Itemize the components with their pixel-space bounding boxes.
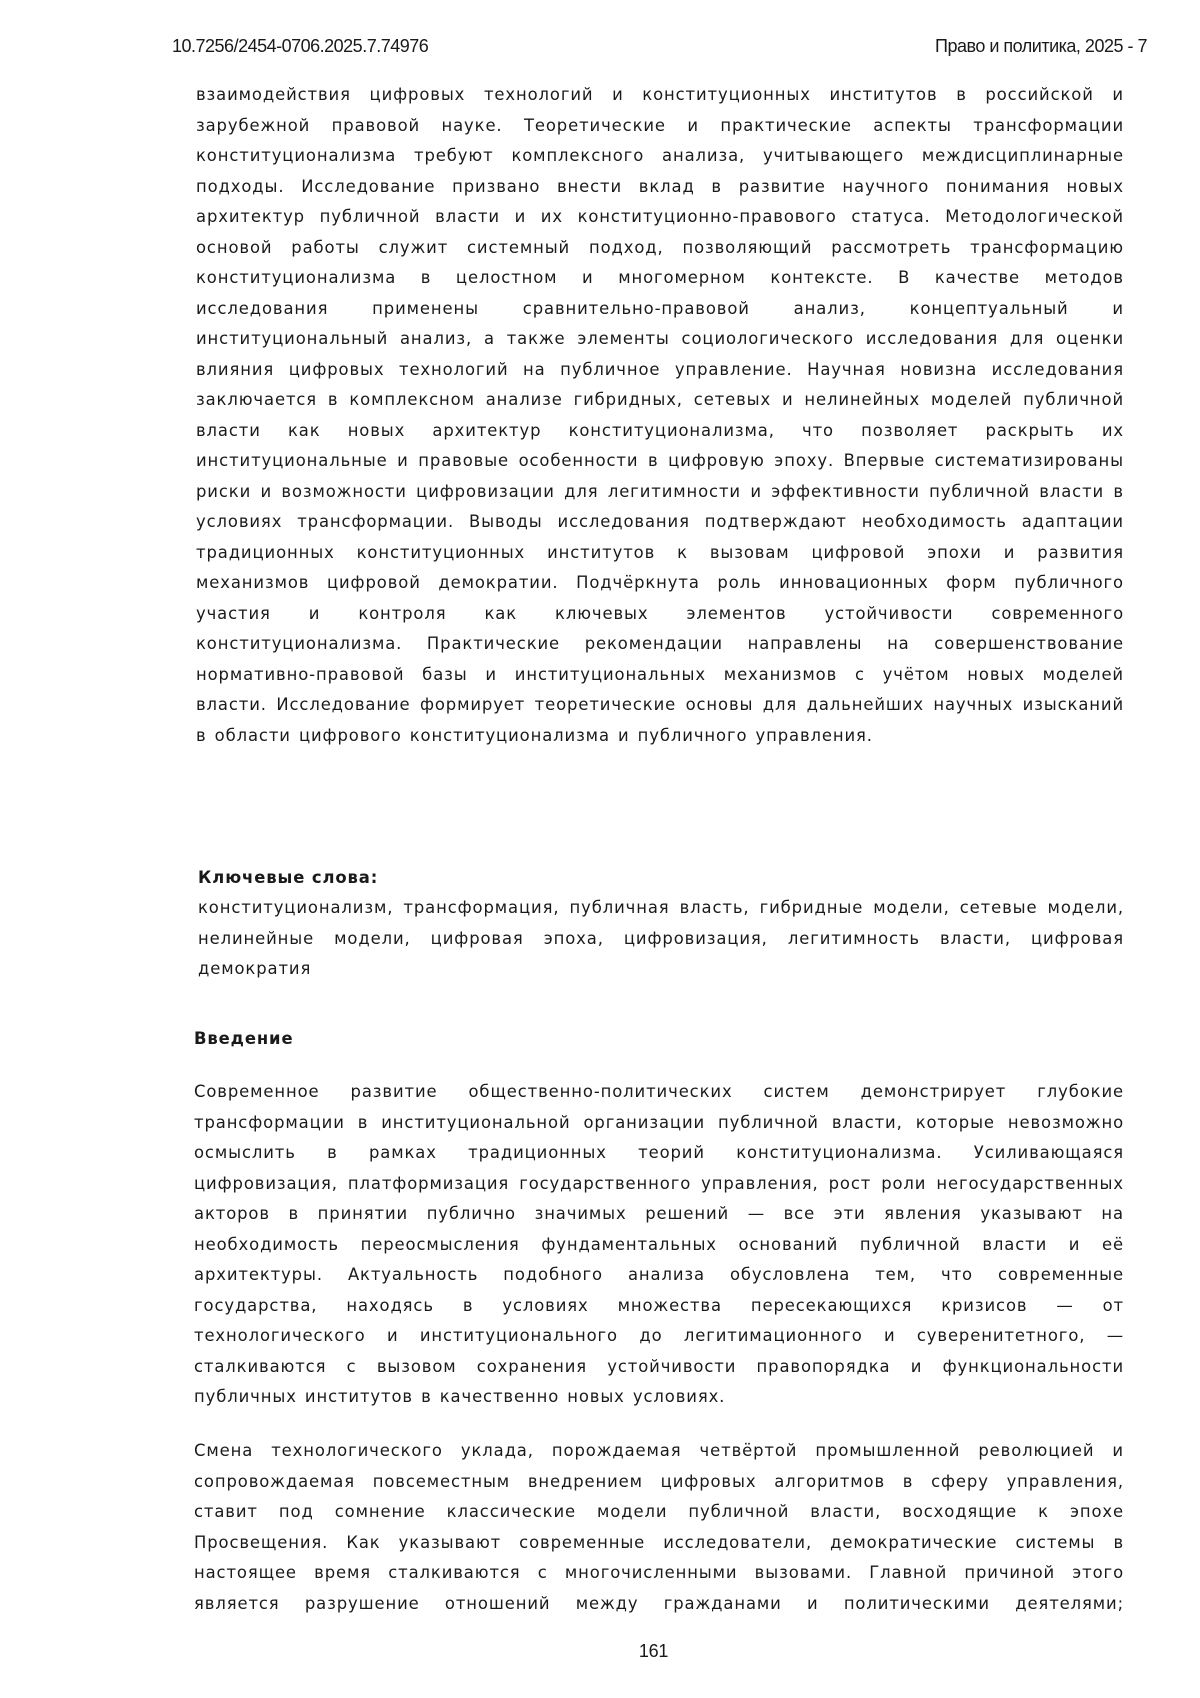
keywords-text: конституционализм, трансформация, публичная власть, гибридные модели, сетевые модели, нелинейные модели, цифровая эпоха, цифровизация, легитимность власти, цифровая демократия [198,893,1124,985]
introduction-paragraph: Смена технологического уклада, порождаемая четвёртой промышленной революцией и сопровождаемая повсеместным внедрением цифровых алгоритмов в сферу управления, ставит под сомнение классические модели публичной власти, восходящие к эпохе Просвещения. Как указывают современные исследователи, демократические системы в настоящее время сталкиваются с многочисленными вызовами. Главной причиной этого является разрушение отношений между гражданами и политическими деятелями; [194,1436,1124,1619]
page-number: 161 [0,1641,1200,1662]
abstract-block [196,80,1124,751]
running-header [172,36,1147,57]
doi-label: 10.7256/2454-0706.2025.7.74976 [172,36,428,57]
abstract-text: взаимодействия цифровых технологий и конституционных институтов в российской и зарубежной правовой науке. Теоретические и практические аспекты трансформации конституционализма требуют комплексного анализа, учитывающего междисциплинарные подходы. Исследование призвано внести вклад в развитие научного понимания новых архитектур публичной власти и их конституционно-правового статуса. Методологической основой работы служит системный подход, позволяющий рассмотреть трансформацию конституционализма в целостном и многомерном контексте. В качестве методов исследования применены сравнительно-правовой анализ, концептуальный и институциональный анализ, а также элементы социологического исследования для оценки влияния цифровых технологий на публичное управление. Научная новизна исследования заключается в комплексном анализе гибридных, сетевых и нелинейных моделей публичной власти как новых архитектур конституционализма, что позволяет раскрыть их институциональные и правовые особенности в цифровую эпоху. Впервые систематизированы риски и возможности цифровизации для легитимности и эффективности публичной власти в условиях трансформации. Выводы исследования подтверждают необходимость адаптации традиционных конституционных институтов к вызовам цифровой эпохи и развития механизмов цифровой демократии. Подчёркнута роль инновационных форм публичного участия и контроля как ключевых элементов устойчивости современного конституционализма. Практические рекомендации направлены на совершенствование нормативно-правовой базы и институциональных механизмов с учётом новых моделей власти. Исследование формирует теоретические основы для дальнейших научных изысканий в области цифрового конституционализма и публичного управления. [196,80,1124,751]
keywords-heading: Ключевые слова: [198,868,378,887]
introduction-heading: Введение [194,1029,293,1048]
introduction-paragraph: Современное развитие общественно-политических систем демонстрирует глубокие трансформации в институциональной организации публичной власти, которые невозможно осмыслить в рамках традиционных теорий конституционализма. Усиливающаяся цифровизация, платформизация государственного управления, рост роли негосударственных акторов в принятии публично значимых решений — все эти явления указывают на необходимость переосмысления фундаментальных оснований публичной власти и её архитектуры. Актуальность подобного анализа обусловлена тем, что современные государства, находясь в условиях множества пересекающихся кризисов — от технологического и институционального до легитимационного и суверенитетного, — сталкиваются с вызовом сохранения устойчивости правопорядка и функциональности публичных институтов в качественно новых условиях. [194,1077,1124,1413]
journal-issue-label: Право и политика, 2025 - 7 [935,36,1147,57]
